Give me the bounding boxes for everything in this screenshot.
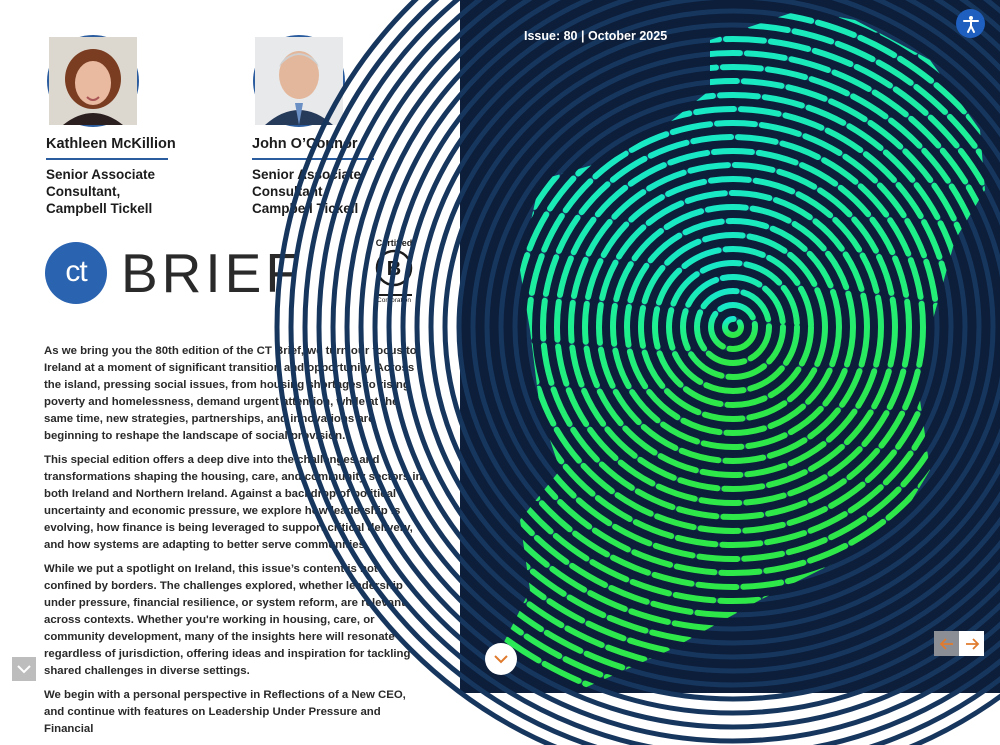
author-name: John O’Connor: [252, 136, 374, 160]
author-role-line: Consultant,: [46, 184, 121, 199]
brief-wordmark: BRIEF: [121, 242, 303, 304]
map-ring: [725, 319, 741, 335]
chevron-down-icon: [494, 654, 508, 664]
scroll-down-button[interactable]: [12, 657, 36, 681]
ct-brief-logo: [45, 242, 305, 306]
scroll-down-button[interactable]: [485, 643, 517, 675]
paragraph: As we bring you the 80th edition of the CT Brief, we turn our focus to Ireland at a moment of significant transition and opportunity. Across the island, pressing social issues, from housing shortages to rising poverty and homelessness, demand urgent attention, while at the same time, new strategies, partnerships, and innovations are beginning to reshape the landscape of social provision.: [44, 345, 417, 442]
avatar: [47, 35, 139, 127]
next-page-button[interactable]: [959, 631, 984, 656]
map-ring: [571, 165, 895, 489]
author-role-line: Campbell Tickell: [252, 201, 359, 216]
author-card: [46, 35, 206, 217]
author-role-line: Senior Associate: [252, 167, 362, 182]
map-ring: [557, 151, 909, 503]
issue-label: Issue: 80 | October 2025: [524, 29, 668, 43]
b-corp-certified: Certified: [375, 238, 413, 248]
author-name: Kathleen McKillion: [46, 136, 168, 160]
accessibility-button[interactable]: [956, 9, 985, 38]
previous-page-button[interactable]: [934, 631, 959, 656]
ireland-fingerprint-map: [460, 0, 1000, 693]
paragraph: This special edition offers a deep dive into the challenges and transformations shaping the housing, care, and community sectors in both Ireland and Northern Ireland. Against a backdrop of political uncertainty and economic pressure, we explore how leadership is evolving, how finance is being leveraged to support critical delivery, and how systems are adapting to better serve communities.: [44, 454, 423, 551]
map-ring: [613, 207, 853, 447]
cover-page: [460, 0, 1000, 693]
b-corp-corporation: Corporation: [377, 297, 411, 304]
author-role-line: Consultant,: [252, 184, 327, 199]
map-ring: [669, 263, 797, 391]
portrait-kathleen: [49, 37, 137, 125]
map-ring: [711, 305, 755, 349]
author-role-line: Senior Associate: [46, 167, 156, 182]
ct-logo-mark: ct: [45, 242, 107, 304]
map-ring: [655, 249, 811, 405]
map-ring: [473, 67, 993, 587]
author-role: [46, 166, 206, 217]
paragraph: While we put a spotlight on Ireland, this issue’s content is not confined by borders. The challenges explored, whether leadership under pressure, financial resilience, or system reform, are relevant across contexts. Whether you're working in housing, care, or community development, many of the insights here will resonate regardless of jurisdiction, offering ideas and inspiration for tackling shared challenges in diverse settings.: [44, 563, 411, 677]
map-ring: [697, 291, 769, 363]
author-role-line: Campbell Tickell: [46, 201, 153, 216]
arrow-right-icon: [965, 638, 979, 650]
map-ring: [515, 109, 951, 545]
chevron-down-icon: [17, 664, 31, 674]
b-corp-letter: B: [386, 258, 402, 280]
paragraph: We begin with a personal perspective in Reflections of a New CEO, and continue with features on Leadership Under Pressure and Financial: [44, 689, 406, 735]
accessibility-icon: [962, 15, 980, 33]
arrow-left-icon: [940, 638, 954, 650]
